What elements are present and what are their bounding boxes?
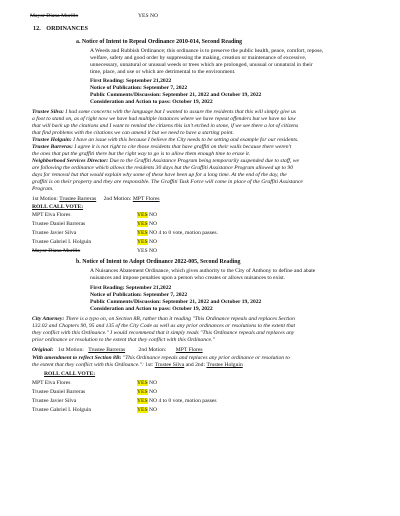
item-a-public-comments: Public Comments/Discussion: September 21, 2022 and October 19, 2022 (90, 92, 262, 98)
discussion-line: that will back up the citations and I want to remind the citizens this isn't etched in stone, if we see there a lot of citizens (32, 123, 299, 129)
struck-mayor-name: Mayor Diana Murillo (30, 13, 79, 19)
item-b-public-comments: Public Comments/Discussion: September 21, 2022 and October 19, 2022 (90, 299, 262, 305)
discussion-line: Neighborhood Services Director: Due to the Graffiti Assistance Program being temporarily suspended due to staff, we (32, 158, 299, 164)
motion-a (32, 196, 160, 202)
discussion-line: graffiti is on their property and they are responsible. The Graffiti Task Force will come in place of the Graffiti Assistance (32, 179, 303, 185)
discussion-line: days for removal but that would explain why some of these have been up for a long time. At the end of the day, the (32, 172, 287, 178)
amend-first-label: 1st: (145, 362, 154, 368)
vote-value: YES NO (137, 407, 158, 413)
second-motion-name: MPT Flores (132, 196, 160, 202)
first-motion-name: Trustee Barreras (88, 347, 126, 353)
amendment-text: "This Ordinance repeals and replaces any prior ordinance or resolution to (121, 355, 290, 361)
struck-mayor-vote: YES NO (137, 248, 158, 254)
vote-value: YES NO 4 to 0 vote, motion passes. (137, 230, 218, 236)
discussion-line: Trustee Barreras: I agree it is not right to cite those residents that have graffiti on their walls because there weren't (32, 144, 292, 150)
voter-name: Trustee Gabriel I. Holguin (32, 407, 92, 413)
vote-value: YES NO (137, 239, 158, 245)
discussion-line: are following the ordinance which allows the residents 30 days but the Graffiti Assistance Program allowed up to 90 (32, 165, 294, 171)
amend-and: and (184, 362, 196, 368)
struck-mayor-vote: YES NO (138, 13, 159, 19)
section-number: 12. (33, 25, 41, 32)
vote-value: YES NO (137, 221, 158, 227)
amend-second-name: Trustee Holguin (206, 362, 243, 368)
item-a-heading: a. Notice of Intent to Repeal Ordinance 2010-014, Second Reading (76, 39, 243, 45)
first-motion-label: 1st Motion: (32, 196, 58, 202)
first-motion-name: Trustee Barreras (59, 196, 97, 202)
second-motion-label: 2nd Motion: (103, 196, 132, 202)
item-a-first-reading: First Reading: September 21,2022 (90, 78, 172, 84)
struck-mayor-line (30, 13, 159, 19)
amendment-lead: With amendment to reflect Section 8B: (32, 355, 122, 361)
voter-name: Trustee Javier Silva (32, 398, 77, 404)
discussion-line: that find problems with the citations we can amend it but we need to have a starting point. (32, 130, 234, 136)
discussion-line: Program. (32, 186, 54, 192)
original-label: Original: (32, 347, 54, 353)
struck-mayor-name: Mayor Diana Murillo (32, 248, 81, 254)
roll-call-label: ROLL CALL VOTE: (32, 204, 84, 210)
amend-second-label: 2nd: (195, 362, 206, 368)
item-b-body-2: nuisances and impose penalties upon a person who creates or allows nuisances to exist. (90, 275, 286, 281)
section-heading (33, 26, 88, 32)
vote-value: YES NO (137, 212, 158, 218)
amendment-line-1 (32, 355, 290, 361)
item-b-notice: Notice of Publication: September 7, 2022 (90, 292, 188, 298)
voter-name: Trustee Javier Silva (32, 230, 77, 236)
discussion-line: City Attorney: There is a typo on, on Section 8B, rather than it reading "This Ordinance repeals and replaces Section (32, 316, 295, 322)
item-b-first-reading: First Reading: September 21,2022 (90, 285, 172, 291)
voter-name: Trustee Gabriel I. Holguin (32, 239, 92, 245)
discussion-line: Trustee Holguin: I have an issue with this because I believe the City needs to be setting and example for our residents. (32, 137, 299, 143)
second-motion-label: 2nd Motion: (138, 347, 167, 353)
struck-mayor-line-2 (32, 248, 158, 254)
vote-value: YES NO 4 to 0 vote, motion passes (137, 398, 217, 404)
item-a-body-1: A Weeds and Rubbish Ordinance; this ordinance is to preserve the public health, peace, comfort, repose, (90, 48, 324, 54)
roll-call-label-b: ROLL CALL VOTE: (44, 371, 96, 377)
discussion-line: they conflict with this Ordinance." I would recommend that it simply reads "This Ordinance repeals and replaces any (32, 330, 295, 336)
vote-value: YES NO (137, 389, 158, 395)
item-a-consideration: Consideration and Action to pass: October 19, 2022 (90, 99, 213, 105)
voter-name: MPT Elva Flores (32, 380, 71, 386)
item-b-heading: b. Notice of Intent to Adopt Ordinance 2022-005, Second Reading (76, 259, 241, 265)
voter-name: Trustee Daniel Barreras (32, 389, 86, 395)
discussion-line: a foot to stand on, as of right now we have had multiple instances where we have repeat offenders but we have no law (32, 116, 296, 122)
second-motion-name: MPT Flores (175, 347, 203, 353)
item-a-notice: Notice of Publication: September 7, 2022 (90, 85, 188, 91)
amend-first-name: Trustee Silva (154, 362, 185, 368)
discussion-line: 132.02 and Chapters 90, 95 and 135 of the City Code as well as any prior ordinances or resolutions to the extent that (32, 323, 296, 329)
vote-value: YES NO (137, 380, 158, 386)
first-motion-label: 1st Motion: (57, 347, 84, 353)
amendment-line-2 (32, 362, 243, 368)
section-title: ORDINANCES (46, 25, 88, 32)
discussion-line: Trustee Silva: I had some concerns with the language but I wanted to assure the residents that this will simply give us (32, 109, 296, 115)
original-motion (32, 347, 203, 353)
item-a-body-2: welfare, safety and good order by suppressing the making, creation or maintenance of excessive, (90, 55, 307, 61)
discussion-line: prior ordinance or resolution to the extent that they conflict with this Ordinance." (32, 337, 215, 343)
item-b-body-1: A Nuisances Abatement Ordinance, which gives authority to the City of Anthony to define and abate (90, 268, 316, 274)
amendment-text: the extent that they conflict with this Ordinance.": (32, 362, 146, 368)
item-a-body-3: unnecessary, unnatural or unusual weeds or trees which are prolonged, unusual or unnatural in their (90, 62, 313, 68)
voter-name: MPT Elva Flores (32, 212, 71, 218)
item-a-body-4: time, place, and use or which are detrimental to the environment. (90, 69, 236, 75)
voter-name: Trustee Daniel Barreras (32, 221, 86, 227)
discussion-line: the ones that put the graffiti there but the right way to go is to allow them enough time to erase it. (32, 151, 251, 157)
item-b-consideration: Consideration and Action to pass: October 19, 2022 (90, 306, 213, 312)
